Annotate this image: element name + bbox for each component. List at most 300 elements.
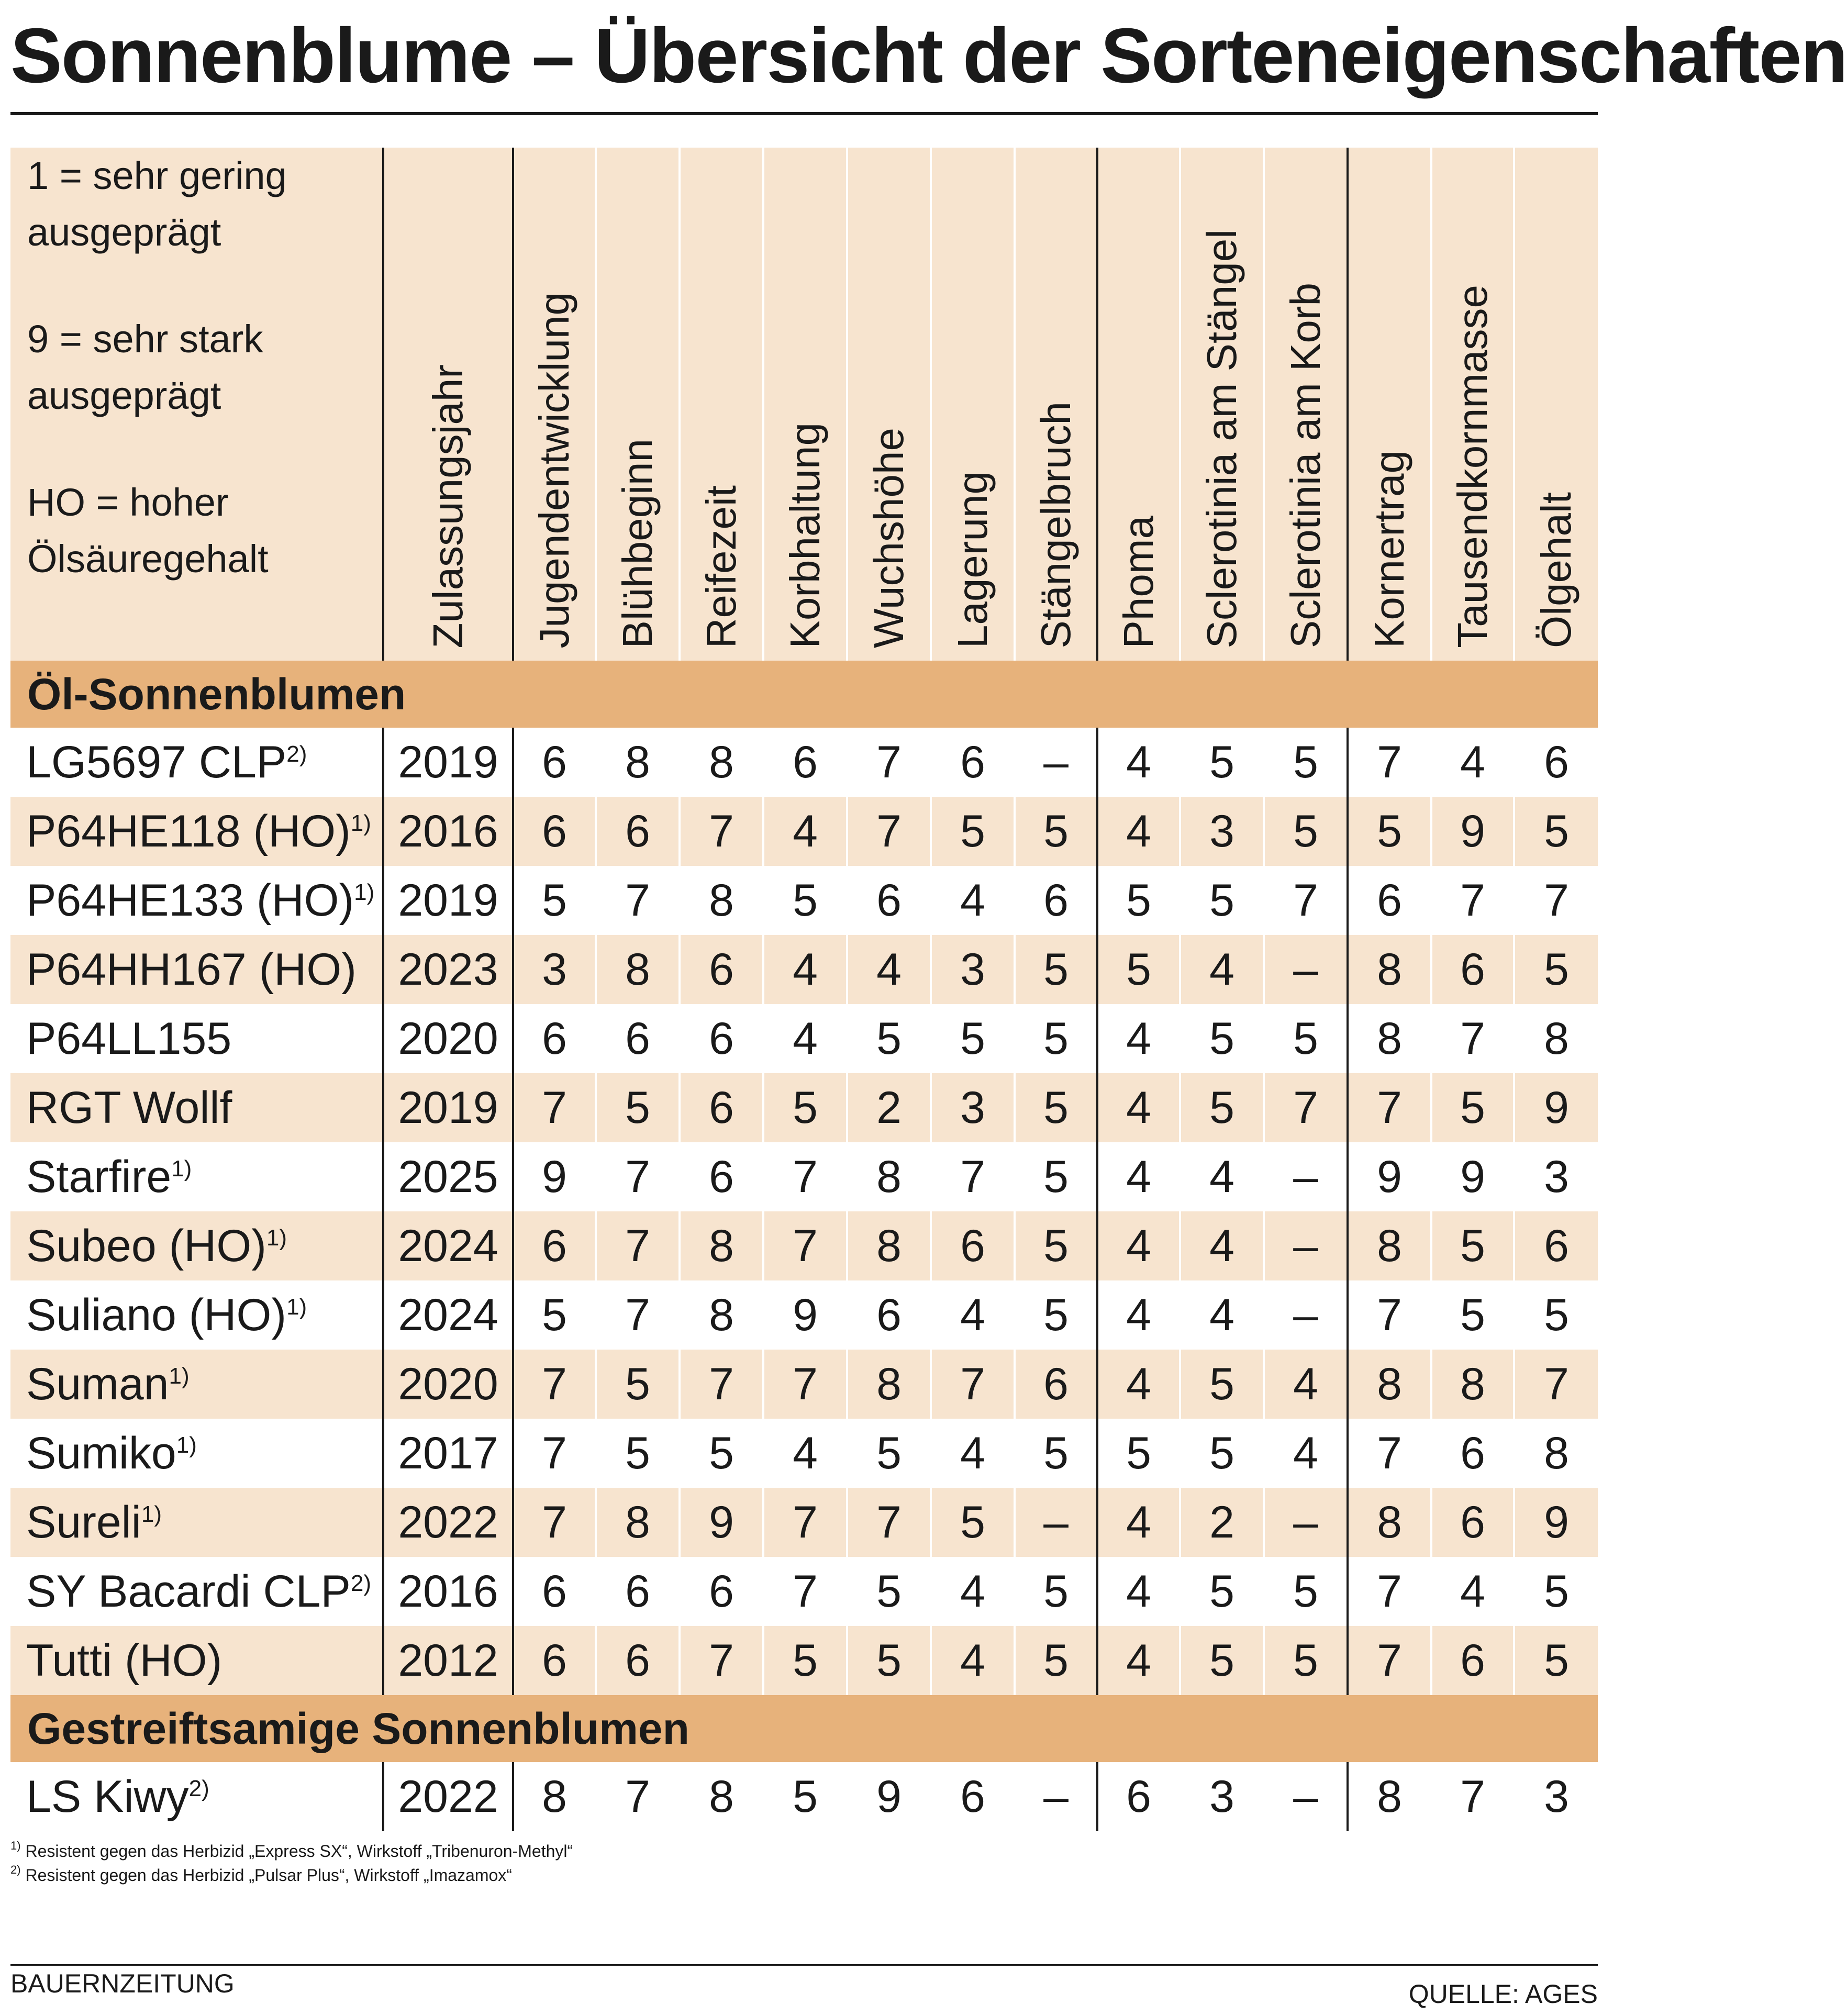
footnote-ref: 1): [169, 1363, 190, 1389]
variety-label: Tutti (HO): [26, 1635, 222, 1686]
table-cell: 4: [763, 935, 847, 1004]
table-cell: 2020: [383, 1004, 513, 1073]
table-cell: 7: [763, 1211, 847, 1280]
variety-label: P64LL155: [26, 1013, 232, 1064]
table-cell: 8: [1544, 1428, 1569, 1478]
table-cell: 7: [847, 1488, 931, 1557]
variety-name: [10, 935, 383, 1004]
table-cell: 6: [1097, 1762, 1180, 1831]
variety-label: SY Bacardi CLP: [26, 1566, 351, 1617]
table-cell: 7: [931, 1350, 1015, 1419]
table-cell: –: [1015, 1762, 1097, 1831]
table-cell: 2022: [383, 1762, 513, 1831]
table-cell: 4: [1180, 1142, 1264, 1211]
table-cell: 7: [680, 797, 763, 866]
table-cell: 9: [1514, 1073, 1598, 1142]
table-cell: 9: [513, 1142, 596, 1211]
table-cell: 4: [1431, 728, 1514, 797]
footnote-ref: 1): [141, 1501, 162, 1527]
column-header: Sclerotinia am Korb: [1282, 282, 1329, 648]
column-header: Tausendkornmasse: [1449, 285, 1496, 648]
variety-label: Suliano (HO): [26, 1289, 287, 1340]
table-cell: 2017: [383, 1419, 513, 1488]
table-cell: 4: [1097, 1557, 1180, 1626]
table-cell: 7: [596, 1142, 680, 1211]
table-cell: 3: [931, 1073, 1015, 1142]
variety-label: Starfire: [26, 1151, 172, 1202]
footnote-ref: 1): [350, 810, 371, 836]
table-row: [10, 1488, 1598, 1557]
variety-name: [10, 1142, 383, 1211]
table-cell: 8: [847, 1211, 931, 1280]
table-cell: –: [1264, 1488, 1348, 1557]
table-row: [10, 866, 1598, 935]
table-cell: 4: [1097, 1280, 1180, 1350]
table-cell: 4: [1097, 1073, 1180, 1142]
table-cell: 2016: [383, 797, 513, 866]
table-cell: 6: [513, 1626, 596, 1695]
variety-label: P64HH167 (HO): [26, 944, 357, 995]
table-cell: 2019: [383, 1073, 513, 1142]
table-cell: 6: [513, 1004, 596, 1073]
table-cell: 8: [1348, 1211, 1431, 1280]
table-cell: 4: [763, 797, 847, 866]
table-cell: 4: [1180, 1280, 1264, 1350]
table-cell: 6: [847, 1280, 931, 1350]
table-cell: 7: [680, 1350, 763, 1419]
table-cell: 5: [1015, 797, 1097, 866]
table-cell: 2012: [383, 1626, 513, 1695]
table-cell: 7: [763, 1142, 847, 1211]
table-cell: 4: [1264, 1350, 1348, 1419]
column-header: Lagerung: [949, 471, 996, 648]
table-cell: 5: [596, 1350, 680, 1419]
table-cell: 6: [596, 1557, 680, 1626]
table-cell: 7: [1348, 1557, 1431, 1626]
table-row: [10, 797, 1598, 866]
section-title: Öl-Sonnenblumen: [10, 661, 1598, 728]
table-cell: 2022: [383, 1488, 513, 1557]
column-header: Korbhaltung: [782, 422, 828, 648]
table-cell: 6: [1544, 737, 1569, 787]
footnote-1: [10, 1840, 573, 1863]
table-cell: 4: [1097, 1211, 1180, 1280]
table-cell: 6: [1015, 1350, 1097, 1419]
table-cell: 8: [680, 1762, 763, 1831]
table-cell: 7: [1348, 1419, 1431, 1488]
table-cell: 7: [1264, 1073, 1348, 1142]
table-cell: 3: [1544, 1771, 1569, 1822]
legend-line: ausgeprägt: [27, 210, 221, 254]
table-row: [10, 1142, 1598, 1211]
table-cell: 5: [1180, 1419, 1264, 1488]
table-cell: 5: [1180, 1557, 1264, 1626]
table-cell: 9: [1431, 797, 1514, 866]
table-row: [10, 1211, 1598, 1280]
table-cell: 7: [513, 1350, 596, 1419]
table-cell: 6: [931, 728, 1015, 797]
variety-label: LG5697 CLP: [26, 737, 287, 787]
table-cell: 5: [596, 1419, 680, 1488]
table-cell: 5: [931, 1488, 1015, 1557]
table-cell: 5: [1264, 1626, 1348, 1695]
table-cell: 4: [1180, 935, 1264, 1004]
table-cell: 6: [1348, 866, 1431, 935]
table-cell: –: [1015, 728, 1097, 797]
legend-line: 1 = sehr gering: [27, 154, 287, 197]
column-header: Sclerotinia am Stängel: [1198, 229, 1245, 648]
table-cell: 2024: [383, 1280, 513, 1350]
table-cell: 5: [847, 1557, 931, 1626]
table-cell: 6: [513, 1557, 596, 1626]
table-row: [10, 1073, 1598, 1142]
footnote-mark: 1): [10, 1839, 21, 1852]
table-cell: 5: [1015, 1004, 1097, 1073]
table-cell: 7: [847, 797, 931, 866]
bottom-divider: [10, 1964, 1598, 1966]
table-cell: 5: [1544, 1289, 1569, 1340]
variety-label: Sureli: [26, 1497, 141, 1547]
table-cell: 6: [1431, 935, 1514, 1004]
variety-name: [10, 1280, 383, 1350]
table-cell: 7: [513, 1488, 596, 1557]
table-cell: 6: [513, 797, 596, 866]
table-cell: 4: [1097, 728, 1180, 797]
table-cell: 5: [680, 1419, 763, 1488]
table-row: [10, 728, 1598, 797]
column-header: Zulassungsjahr: [425, 364, 471, 648]
table-cell: 8: [596, 935, 680, 1004]
footnote-ref: 1): [354, 879, 375, 905]
table-row: [10, 1557, 1598, 1626]
table-cell: 8: [680, 1211, 763, 1280]
table-cell: 8: [1348, 1004, 1431, 1073]
table-cell: 5: [596, 1073, 680, 1142]
footnote-2: [10, 1864, 512, 1887]
column-header: Kornertrag: [1366, 450, 1412, 648]
table-cell: 7: [1514, 1350, 1598, 1419]
table-row: [10, 1626, 1598, 1695]
table-cell: 5: [1264, 728, 1348, 797]
table-cell: 6: [680, 1073, 763, 1142]
publisher-label: BAUERNZEITUNG: [10, 1969, 235, 1998]
footnote-text: Resistent gegen das Herbizid „Pulsar Plus“, Wirkstoff „Imazamox“: [25, 1866, 512, 1885]
table-row: [10, 1762, 1598, 1831]
variety-table: [10, 148, 1598, 1831]
variety-label: P64HE133 (HO): [26, 875, 354, 926]
table-cell: 8: [1431, 1350, 1514, 1419]
table-cell: 5: [1431, 1073, 1514, 1142]
table-row: [10, 1419, 1598, 1488]
legend-line: 9 = sehr stark: [27, 317, 263, 361]
table-cell: 4: [1431, 1557, 1514, 1626]
table-cell: 4: [1097, 1004, 1180, 1073]
table-cell: 4: [931, 866, 1015, 935]
table-cell: 5: [1514, 797, 1598, 866]
variety-name: [10, 1073, 383, 1142]
table-cell: 5: [1264, 797, 1348, 866]
table-cell: 5: [1264, 1004, 1348, 1073]
table-cell: 6: [931, 1762, 1015, 1831]
table-cell: 5: [1180, 1073, 1264, 1142]
table-cell: 5: [763, 1073, 847, 1142]
table-cell: –: [1264, 1211, 1348, 1280]
table-cell: 5: [1431, 1280, 1514, 1350]
table-row: [10, 935, 1598, 1004]
table-cell: 2016: [383, 1557, 513, 1626]
table-cell: –: [1264, 1762, 1348, 1831]
footnote-mark: 2): [10, 1863, 21, 1876]
table-cell: 5: [763, 1626, 847, 1695]
source-label: QUELLE: AGES: [1408, 1979, 1598, 2009]
table-cell: 5: [763, 1762, 847, 1831]
table-cell: 7: [1348, 1073, 1431, 1142]
variety-label: RGT Wollf: [26, 1082, 232, 1133]
table-cell: 7: [513, 1419, 596, 1488]
table-cell: 4: [1097, 1626, 1180, 1695]
table-cell: 7: [596, 1211, 680, 1280]
table-cell: 6: [1514, 1211, 1598, 1280]
table-cell: 7: [763, 1488, 847, 1557]
footnote-ref: 2): [188, 1775, 209, 1801]
table-cell: 4: [1097, 1142, 1180, 1211]
table-cell: 5: [513, 866, 596, 935]
table-cell: 2019: [383, 728, 513, 797]
table-cell: 5: [1015, 1073, 1097, 1142]
table-cell: 5: [513, 1280, 596, 1350]
table-cell: 5: [1097, 866, 1180, 935]
table-cell: 5: [847, 1004, 931, 1073]
table-cell: 5: [1015, 935, 1097, 1004]
table-cell: –: [1264, 1280, 1348, 1350]
table-row: [10, 1280, 1598, 1350]
table-cell: 7: [1348, 1280, 1431, 1350]
table-cell: 8: [680, 1280, 763, 1350]
table-cell: 5: [1264, 1557, 1348, 1626]
table-cell: 3: [1180, 797, 1264, 866]
table-cell: 5: [1180, 1004, 1264, 1073]
table-cell: 5: [931, 1004, 1015, 1073]
table-cell: 8: [680, 728, 763, 797]
table-cell: 8: [513, 1762, 596, 1831]
table-cell: 5: [1015, 1211, 1097, 1280]
table-cell: 8: [1348, 1762, 1431, 1831]
table-cell: 6: [513, 728, 596, 797]
variety-name: [10, 1211, 383, 1280]
table-cell: 2: [1180, 1488, 1264, 1557]
table-cell: 7: [1431, 866, 1514, 935]
table-cell: 9: [1431, 1142, 1514, 1211]
variety-name: [10, 1626, 383, 1695]
table-cell: 5: [1180, 1626, 1264, 1695]
table-row: [10, 1350, 1598, 1419]
footnote-ref: 2): [286, 741, 307, 767]
page-title: Sonnenblume – Übersicht der Sorteneigenschaften: [10, 13, 1847, 99]
column-header: Reifezeit: [698, 485, 744, 648]
table-cell: 9: [1514, 1488, 1598, 1557]
table-cell: 8: [1544, 1013, 1569, 1064]
table-cell: 4: [1097, 1350, 1180, 1419]
footnote-ref: 1): [286, 1294, 307, 1320]
table-cell: 9: [1348, 1142, 1431, 1211]
variety-name: [10, 866, 383, 935]
variety-name: [10, 1419, 383, 1488]
table-cell: 7: [763, 1350, 847, 1419]
table-cell: 8: [596, 1488, 680, 1557]
section-header: [10, 1695, 1598, 1762]
variety-name: [10, 1004, 383, 1073]
column-header: Phoma: [1115, 515, 1162, 648]
variety-label: Subeo (HO): [26, 1220, 266, 1271]
table-cell: 4: [1097, 797, 1180, 866]
table-cell: 7: [596, 866, 680, 935]
table-cell: 5: [1097, 935, 1180, 1004]
table-cell: 2024: [383, 1211, 513, 1280]
variety-name: [10, 728, 383, 797]
table-cell: 5: [931, 797, 1015, 866]
table-cell: 8: [680, 866, 763, 935]
variety-label: Suman: [26, 1358, 169, 1409]
table-cell: 7: [596, 1280, 680, 1350]
table-cell: 9: [680, 1488, 763, 1557]
table-cell: 3: [931, 935, 1015, 1004]
table-cell: 2023: [383, 935, 513, 1004]
table-cell: 5: [1180, 866, 1264, 935]
table-cell: 5: [1348, 797, 1431, 866]
variety-name: [10, 1488, 383, 1557]
table-cell: 2025: [383, 1142, 513, 1211]
table-cell: 7: [513, 1073, 596, 1142]
footnote-text: Resistent gegen das Herbizid „Express SX“, Wirkstoff „Tribenuron-Methyl“: [25, 1842, 573, 1861]
table-cell: 6: [680, 935, 763, 1004]
table-cell: 8: [1348, 1350, 1431, 1419]
variety-name: [10, 797, 383, 866]
table-cell: –: [1264, 1142, 1348, 1211]
table-cell: 8: [596, 728, 680, 797]
column-header: Wuchshöhe: [865, 427, 912, 648]
table-cell: 9: [763, 1280, 847, 1350]
table-cell: 7: [680, 1626, 763, 1695]
table-cell: 6: [596, 1626, 680, 1695]
table-cell: 7: [596, 1762, 680, 1831]
table-cell: 5: [1015, 1626, 1097, 1695]
table-cell: 6: [1015, 866, 1097, 935]
table-cell: 7: [1431, 1004, 1514, 1073]
table-cell: 7: [1264, 866, 1348, 935]
footnote-ref: 1): [171, 1155, 192, 1182]
table-cell: 7: [847, 728, 931, 797]
title-divider: [10, 112, 1598, 115]
table-cell: 4: [1097, 1488, 1180, 1557]
table-cell: 4: [931, 1626, 1015, 1695]
table-cell: 6: [1431, 1488, 1514, 1557]
variety-name: [10, 1762, 383, 1831]
table-cell: 4: [1264, 1419, 1348, 1488]
table-cell: 5: [1180, 1350, 1264, 1419]
table-cell: 4: [1180, 1211, 1264, 1280]
table-cell: 7: [1431, 1762, 1514, 1831]
variety-name: [10, 1557, 383, 1626]
footnote-ref: 1): [176, 1432, 197, 1458]
table-cell: 8: [1348, 1488, 1431, 1557]
table-cell: 5: [1514, 935, 1598, 1004]
table-cell: 5: [847, 1419, 931, 1488]
table-cell: 5: [1514, 1626, 1598, 1695]
table-row: [10, 1004, 1598, 1073]
table-cell: 3: [1544, 1151, 1569, 1202]
table-cell: 8: [1348, 935, 1431, 1004]
variety-label: P64HE118 (HO): [26, 806, 351, 856]
table-cell: 5: [1180, 728, 1264, 797]
table-cell: 5: [1544, 1566, 1569, 1617]
legend-line: Ölsäuregehalt: [27, 537, 269, 581]
table-cell: 7: [1544, 875, 1569, 926]
table-cell: 4: [931, 1280, 1015, 1350]
table-cell: 4: [763, 1419, 847, 1488]
header-row: [10, 148, 1598, 661]
variety-label: Sumiko: [26, 1428, 176, 1478]
table-cell: 6: [931, 1211, 1015, 1280]
table-cell: 5: [1097, 1419, 1180, 1488]
legend: [10, 148, 383, 661]
table-cell: 4: [931, 1419, 1015, 1488]
table-cell: 3: [1180, 1762, 1264, 1831]
column-header: Blühbeginn: [614, 438, 661, 648]
table-cell: 6: [1431, 1626, 1514, 1695]
table-cell: 5: [763, 866, 847, 935]
table-cell: 6: [680, 1004, 763, 1073]
table-cell: 2: [847, 1073, 931, 1142]
table-cell: 6: [847, 866, 931, 935]
variety-label: LS Kiwy: [26, 1771, 189, 1822]
table-cell: 5: [1015, 1280, 1097, 1350]
table-cell: 5: [847, 1626, 931, 1695]
table-cell: 6: [1431, 1419, 1514, 1488]
table-cell: 4: [847, 935, 931, 1004]
section-header: [10, 661, 1598, 728]
footnote-ref: 2): [350, 1570, 371, 1596]
table-cell: 6: [596, 797, 680, 866]
table-cell: 8: [847, 1350, 931, 1419]
column-header: Ölgehalt: [1533, 492, 1579, 648]
section-title: Gestreiftsamige Sonnenblumen: [10, 1695, 1598, 1762]
table-cell: 4: [763, 1004, 847, 1073]
table-cell: 7: [763, 1557, 847, 1626]
table-cell: –: [1264, 935, 1348, 1004]
table-cell: 6: [680, 1142, 763, 1211]
table-cell: 4: [931, 1557, 1015, 1626]
table-cell: 6: [513, 1211, 596, 1280]
footnote-ref: 1): [266, 1224, 287, 1251]
table-cell: 5: [1431, 1211, 1514, 1280]
table-cell: 6: [680, 1557, 763, 1626]
table-cell: 3: [513, 935, 596, 1004]
table-cell: 7: [931, 1142, 1015, 1211]
table-cell: 2019: [383, 866, 513, 935]
column-header: Stängelbruch: [1032, 401, 1079, 648]
table-cell: 7: [1348, 728, 1431, 797]
table-cell: 5: [1015, 1557, 1097, 1626]
table-cell: 5: [1015, 1142, 1097, 1211]
table-cell: 9: [847, 1762, 931, 1831]
table-cell: 7: [1348, 1626, 1431, 1695]
column-header: Jugendentwicklung: [531, 292, 577, 648]
legend-line: HO = hoher: [27, 481, 229, 524]
table-cell: 5: [1015, 1419, 1097, 1488]
table-cell: 2020: [383, 1350, 513, 1419]
legend-line: ausgeprägt: [27, 374, 221, 417]
table-cell: –: [1015, 1488, 1097, 1557]
